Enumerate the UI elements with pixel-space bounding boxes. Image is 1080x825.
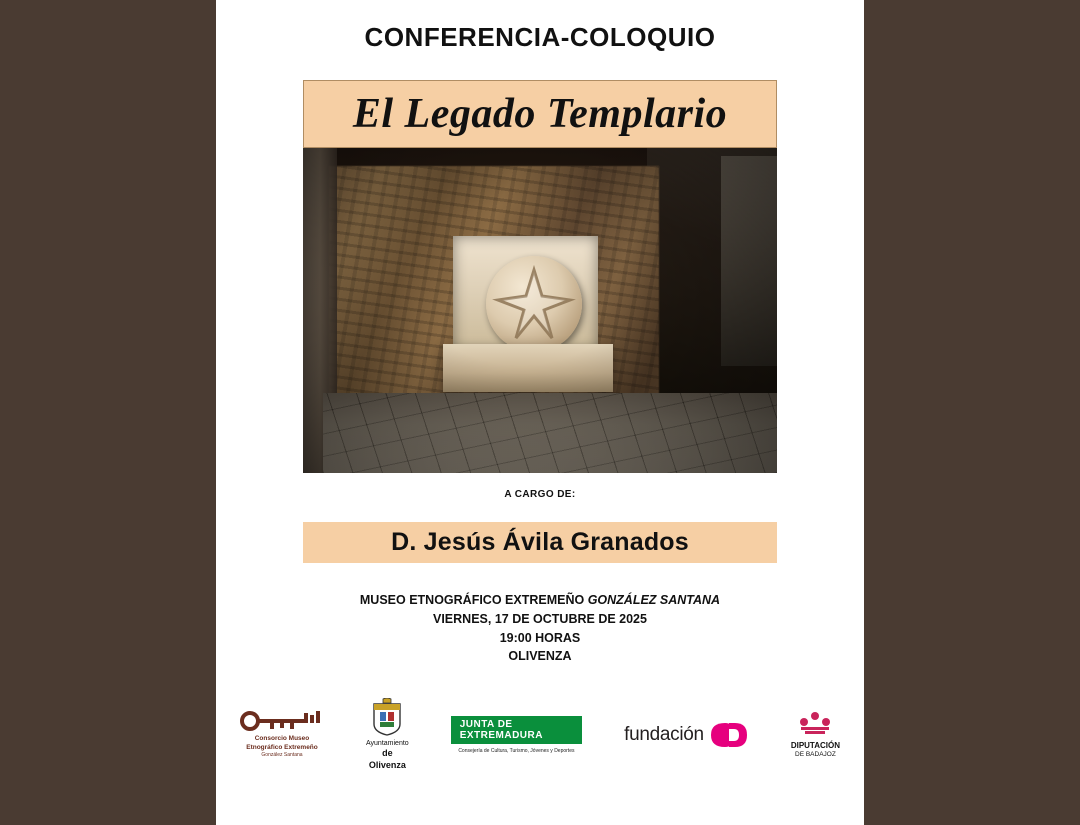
photo-vignette [303, 148, 777, 473]
event-details [360, 591, 720, 666]
logo-junta-sub: Consejería de Cultura, Turismo, Jóvenes y Deportes [458, 747, 575, 754]
venue-prefix: MUSEO ETNOGRÁFICO EXTREMEÑO [359, 593, 588, 607]
logo-junta-extremadura [451, 716, 582, 754]
speaker-label: A CARGO DE: [504, 489, 576, 500]
templar-stone-photo [303, 148, 777, 473]
speaker-band [303, 522, 777, 563]
event-city: OLIVENZA [508, 649, 572, 664]
logo-diputacion-text [791, 741, 840, 758]
poster-artwork [303, 80, 777, 473]
logo-fundacion-row [624, 721, 749, 749]
venue-line [360, 591, 720, 610]
speaker-name: D. Jesús Ávila Granados [391, 528, 689, 556]
logo-fundacion-text: fundación [624, 723, 704, 745]
logo-junta-bar: JUNTA DE EXTREMADURA [451, 716, 582, 744]
poster-page [216, 0, 864, 825]
coat-of-arms-icon [370, 698, 404, 736]
poster-banner-title: El Legado Templario [352, 91, 728, 137]
diputacion-emblem-icon [795, 711, 835, 737]
venue-name: GONZÁLEZ SANTANA [587, 593, 721, 607]
page-title: CONFERENCIA-COLOQUIO [364, 22, 716, 52]
logo-consorcio-museo [240, 711, 324, 758]
logo-ayuntamiento-line2: de Olivenza [368, 748, 406, 770]
logo-ayuntamiento-line1: Ayuntamiento [366, 740, 409, 747]
logo-diputacion-line2: DE BADAJOZ [795, 750, 836, 758]
logo-ayuntamiento-text [366, 739, 409, 771]
cb-mark-icon [709, 721, 749, 749]
logo-diputacion-line1: DIPUTACIÓN [790, 741, 840, 751]
poster-banner [303, 80, 777, 148]
logo-fundacion-cb [624, 721, 749, 749]
logo-consorcio-line3: González Santana [261, 751, 303, 758]
logo-diputacion-badajoz [791, 711, 840, 758]
logo-consorcio-line2: Etnográfico Extremeño [246, 743, 318, 751]
key-icon [240, 711, 324, 731]
logo-ayuntamiento-olivenza [366, 698, 409, 771]
logo-consorcio-line1: Consorcio Museo [254, 735, 310, 743]
event-date: VIERNES, 17 DE OCTUBRE DE 2025 [433, 611, 647, 626]
sponsor-logos [240, 698, 840, 771]
logo-consorcio-text [246, 735, 318, 758]
event-time: 19:00 HORAS [499, 630, 581, 645]
